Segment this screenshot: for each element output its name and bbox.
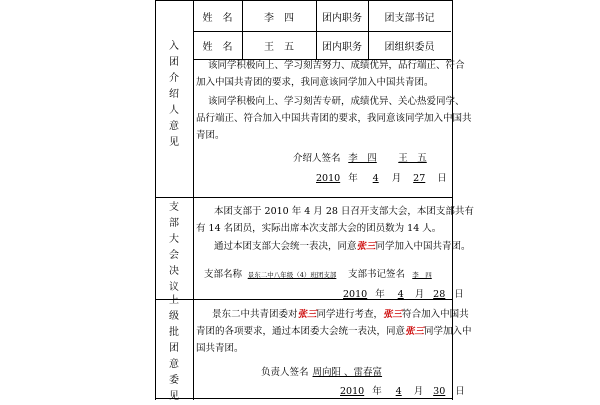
rule-intro-row bbox=[193, 31, 451, 32]
sign-label: 负责人签名 bbox=[261, 367, 309, 378]
section1-para1-line2: 加入中国共青团的要求，我同意该同学加入中国共青团。 bbox=[196, 77, 434, 88]
section2-branch-signature bbox=[204, 266, 439, 280]
candidate-name: 张三 bbox=[383, 309, 403, 320]
section3-side-label bbox=[155, 295, 193, 402]
side-char: 决 bbox=[169, 266, 179, 277]
side-char: 批 bbox=[169, 327, 179, 338]
candidate-name: 张三 bbox=[405, 326, 425, 337]
intro1-name: 李 四 bbox=[264, 13, 294, 24]
date-year-unit: 年 bbox=[375, 289, 385, 300]
intro2-name: 王 五 bbox=[264, 42, 294, 53]
rule-section1-bottom bbox=[155, 197, 453, 198]
date-day: 27 bbox=[413, 173, 426, 184]
section2-line3 bbox=[214, 238, 471, 255]
line3-post: 同学加入中国共青团。 bbox=[375, 241, 471, 252]
intro2-role-label: 团内职务 bbox=[322, 42, 362, 53]
side-char: 上 bbox=[169, 295, 179, 306]
section3-signature bbox=[261, 364, 423, 378]
secretary-label: 支部书记签名 bbox=[348, 269, 406, 280]
date-month-unit: 月 bbox=[413, 386, 424, 397]
date-day-unit: 日 bbox=[455, 386, 465, 397]
line2-pre: 青团的各项要求，通过本团委大会统一表决，同意 bbox=[196, 326, 406, 337]
side-char: 委 bbox=[169, 375, 179, 386]
intro2-role: 团组织委员 bbox=[384, 42, 435, 53]
section3-line2 bbox=[196, 323, 472, 340]
date-year: 2010 bbox=[343, 289, 368, 300]
side-char: 级 bbox=[169, 311, 179, 322]
rule-bottom bbox=[155, 398, 453, 399]
intro1-label: 姓 名 bbox=[202, 13, 233, 24]
side-char: 大 bbox=[169, 234, 179, 245]
section2-line1: 本团支部于 2010 年 4 月 28 日召开支部大会，本团支部共有 bbox=[214, 206, 474, 217]
line1-post: 同学进行考查， bbox=[316, 309, 384, 320]
side-char: 人 bbox=[169, 105, 179, 116]
line1-pre: 景东二中共青团委对 bbox=[212, 309, 298, 320]
date-day: 30 bbox=[433, 386, 446, 397]
rule-side-column bbox=[193, 0, 194, 400]
intro1-role-label: 团内职务 bbox=[322, 13, 362, 24]
date-month: 4 bbox=[395, 386, 402, 397]
branch-label: 支部名称 bbox=[204, 269, 243, 280]
section1-para2-line1: 该同学积极向上、学习刻苦专研，成绩优异、关心热爱同学、 bbox=[208, 96, 465, 107]
secretary-name: 李 四 bbox=[412, 271, 432, 279]
side-char: 团 bbox=[169, 343, 179, 354]
side-char: 入 bbox=[169, 41, 179, 52]
sign-names: 周向阳 、雷春富 bbox=[312, 367, 383, 378]
side-char: 会 bbox=[169, 250, 179, 261]
side-char: 绍 bbox=[169, 89, 179, 100]
line3-pre: 通过本团支部大会统一表决，同意 bbox=[214, 241, 357, 252]
date-month: 4 bbox=[372, 173, 379, 184]
candidate-name: 张三 bbox=[356, 241, 376, 252]
side-char: 团 bbox=[169, 57, 179, 68]
side-char: 议 bbox=[169, 282, 179, 293]
section2-side-label bbox=[155, 200, 193, 296]
rule-top bbox=[155, 0, 453, 1]
section1-para2-line2: 品行端正、符合加入中国共青团的要求，我同意该同学加入中国共 bbox=[196, 113, 472, 124]
date-month-unit: 月 bbox=[414, 289, 425, 300]
intro2-label: 姓 名 bbox=[202, 42, 233, 53]
date-day-unit: 日 bbox=[454, 289, 464, 300]
sign-label: 介绍人签名 bbox=[293, 153, 341, 164]
section1-para1-line1: 该同学积极向上、学习刻苦努力、成绩优异，品行端正、符合 bbox=[208, 60, 465, 71]
sign-name-2: 王 五 bbox=[398, 153, 427, 164]
section1-date bbox=[316, 170, 447, 184]
section1-para2-line3: 青团。 bbox=[196, 130, 225, 141]
candidate-name: 张三 bbox=[297, 309, 317, 320]
branch-name: 景东二中八年级（4）班团支部 bbox=[247, 271, 337, 279]
section1-side-label bbox=[155, 40, 193, 150]
side-char: 意 bbox=[169, 359, 179, 370]
section2-date bbox=[343, 286, 464, 300]
section3-line3: 国共青团。 bbox=[196, 343, 244, 354]
date-day-unit: 日 bbox=[437, 173, 447, 184]
date-year: 2010 bbox=[340, 386, 365, 397]
side-char: 部 bbox=[169, 218, 179, 229]
line1-end: 符合加入中国共 bbox=[402, 309, 469, 320]
section3-line1 bbox=[212, 306, 469, 323]
side-char: 见 bbox=[169, 391, 179, 402]
date-month-unit: 月 bbox=[391, 173, 402, 184]
section1-signature bbox=[293, 150, 435, 164]
sign-name-1: 李 四 bbox=[348, 153, 377, 164]
line2-post: 同学加入中 bbox=[424, 326, 472, 337]
date-day: 28 bbox=[433, 289, 446, 300]
section2-line2: 有 14 名团员，实际出席本次支部大会的团员数为 14 人。 bbox=[196, 223, 442, 234]
side-char: 见 bbox=[169, 137, 179, 148]
side-char: 意 bbox=[169, 121, 179, 132]
date-year-unit: 年 bbox=[348, 173, 358, 184]
side-char: 介 bbox=[169, 73, 179, 84]
side-char: 支 bbox=[169, 202, 179, 213]
section3-date bbox=[340, 383, 465, 397]
intro1-role: 团支部书记 bbox=[384, 13, 435, 24]
date-year-unit: 年 bbox=[372, 386, 382, 397]
date-month: 4 bbox=[397, 289, 404, 300]
date-year: 2010 bbox=[316, 173, 341, 184]
